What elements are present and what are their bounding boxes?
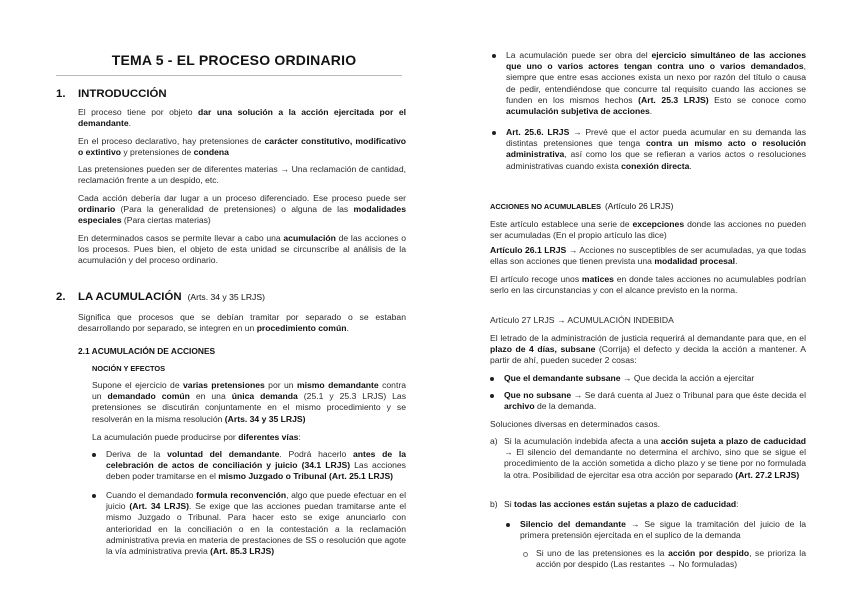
paragraph: Cada acción debería dar lugar a un proceso diferenciado. Ese proceso puede ser ordinario (Para la generalidad de pretensiones) o alguna de las modalidades especiales (Para ciertas materias)	[78, 193, 406, 226]
list-item: Art. 25.6. LRJS → Prevé que el actor pueda acumular en su demanda las distintas pretensiones que tenga contra un mismo acto o resolución administrativa, así como los que se refieran a varios actos o resoluciones administrativas cuando exista conexión directa.	[506, 127, 806, 172]
list-item: Que no subsane → Se dará cuenta al Juez o Tribunal para que éste decida el archivo de la demanda.	[504, 390, 806, 412]
bullet-icon	[92, 494, 96, 498]
list-item: b) Si todas las acciones están sujetas a plazo de caducidad:	[490, 499, 739, 509]
paragraph: Soluciones diversas en determinados casos.	[490, 419, 661, 429]
section-1-heading	[56, 88, 167, 100]
subsubsection-heading: NOCIÓN Y EFECTOS	[92, 364, 166, 373]
bullet-icon	[490, 394, 494, 398]
paragraph: Este artículo establece una serie de excepciones donde las acciones no pueden ser acumuladas (En el propio artículo las dice)	[490, 219, 806, 241]
paragraph: En determinados casos se permite llevar a cabo una acumulación de las acciones o los procesos. Pues bien, el objeto de esta unidad se circunscribe al análisis de la acumulación y del proceso ordinario.	[78, 233, 406, 266]
list-label: b)	[490, 499, 498, 509]
list-item: Que el demandante subsane → Que decida la acción a ejercitar	[504, 373, 806, 384]
subsection-heading: 2.1 ACUMULACIÓN DE ACCIONES	[78, 346, 216, 356]
paragraph: El letrado de la administración de justicia requerirá al demandante para que, en el plazo de 4 días, subsane (Corrija) el defecto y decida la acción a mantener. A partir de ahí, pueden suceder 2 cosas:	[490, 333, 806, 366]
bullet-icon	[506, 523, 510, 527]
hollow-bullet-icon	[523, 552, 528, 557]
section-reference: (Arts. 34 y 35 LRJS)	[187, 292, 265, 302]
bullet-icon	[492, 131, 496, 135]
list-item: Si uno de las pretensiones es la acción por despido, se prioriza la acción por despido (Las restantes → No formuladas)	[536, 548, 806, 570]
paragraph: El proceso tiene por objeto dar una solución a la acción ejercitada por el demandante.	[78, 107, 406, 129]
bullet-icon	[492, 54, 496, 58]
title-divider	[56, 75, 402, 76]
paragraph: Artículo 26.1 LRJS → Acciones no susceptibles de ser acumuladas, ya que todas ellas son acciones que tienen prevista una modalidad procesal.	[490, 245, 806, 267]
list-label: a)	[490, 436, 498, 446]
section-number: 2.	[56, 291, 66, 303]
paragraph: La acumulación puede producirse por diferentes vías:	[92, 432, 301, 442]
list-item: Deriva de la voluntad del demandante. Podrá hacerlo antes de la celebración de actos de conciliación y juicio (34.1 LRJS) Las acciones deben poder tramitarse en el mismo Juzgado o Tribunal (Art. 25.1 LRJS)	[106, 449, 406, 483]
subsection-heading: ACCIONES NO ACUMULABLES (Artículo 26 LRJS)	[490, 201, 674, 211]
article-heading: Artículo 27 LRJS → ACUMULACIÓN INDEBIDA	[490, 315, 674, 325]
page-title: TEMA 5 - EL PROCESO ORDINARIO	[111, 52, 357, 68]
bullet-icon	[490, 377, 494, 381]
list-item: La acumulación puede ser obra del ejercicio simultáneo de las acciones que uno o varios actores tengan contra uno o varios demandados, siempre que entre esas acciones exista un nexo por razón del título o causa de pedir, entendiéndose que concurre tal requisito cuando las acciones se funden en los mismos hechos (Art. 25.3 LRJS) Esto se conoce como acumulación subjetiva de acciones.	[506, 50, 806, 117]
paragraph: Supone el ejercicio de varias pretensiones por un mismo demandante contra un demandado común en una única demanda (25.1 y 25.3 LRJS) Las pretensiones se discutirán conjuntamente en el mismo procedimiento y se resolverán en la misma resolución (Arts. 34 y 35 LRJS)	[92, 380, 407, 424]
list-item: Silencio del demandante → Se sigue la tramitación del juicio de la primera pretensión ejercitada en el suplico de la demanda	[520, 519, 806, 541]
paragraph: En el proceso declarativo, hay pretensiones de carácter constitutivo, modificativo o extintivo y pretensiones de condena	[78, 136, 406, 158]
list-item: Cuando el demandado formula reconvención, algo que puede efectuar en el juicio (Art. 34 LRJS). Se exige que las acciones puedan tramitarse ante el mismo Juzgado o Tribunal. Para hacer esto se exige anunciarlo con anterioridad en la conciliación o en la contestación a la reclamación administrativa previa en materia de prestaciones de SS o resolución que agote la vía administrativa previa (Art. 85.3 LRJS)	[106, 490, 406, 557]
section-title: LA ACUMULACIÓN	[78, 291, 182, 303]
bullet-icon	[92, 453, 96, 457]
section-2-heading	[56, 291, 265, 303]
list-item: a) Si la acumulación indebida afecta a una acción sujeta a plazo de caducidad → El silencio del demandante no determina el archivo, sino que se sigue el procedimiento de la acción sometida a dicho plazo y se tiene por no formulada la otra. Posibilidad de ejercitar esa otra acción por separado (Art. 27.2 LRJS)	[490, 436, 806, 480]
paragraph: Significa que procesos que se debían tramitar por separado o se estaban desarrollando por separado, se integren en un procedimiento común.	[78, 312, 406, 334]
section-title: INTRODUCCIÓN	[78, 88, 167, 100]
section-number: 1.	[56, 88, 66, 100]
paragraph: El artículo recoge unos matices en donde tales acciones no acumulables podrían serlo en las circunstancias y con el alcance previsto en la norma.	[490, 274, 806, 296]
paragraph: Las pretensiones pueden ser de diferentes materias → Una reclamación de cantidad, reclamación frente a un despido, etc.	[78, 164, 406, 186]
